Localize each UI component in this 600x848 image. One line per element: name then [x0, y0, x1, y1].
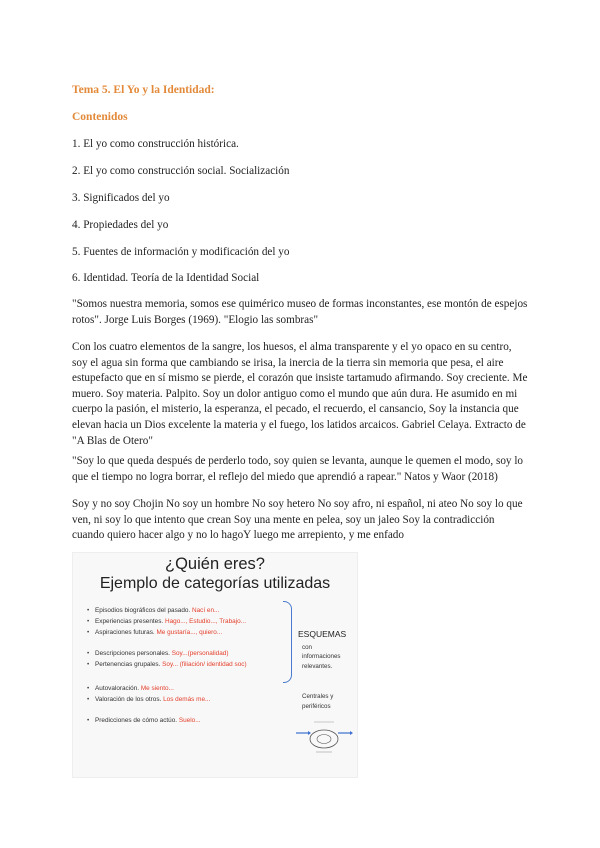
slide-subtitle: Ejemplo de categorías utilizadas	[99, 575, 331, 592]
contents-item: 3. Significados del yo	[72, 192, 170, 204]
slide-image	[72, 552, 358, 778]
category-item: • Descripciones personales. Soy...(personalidad)	[87, 650, 229, 657]
esquemas-note: periféricos	[302, 703, 331, 710]
category-item: • Valoración de los otros. Los demás me...	[87, 696, 211, 703]
category-item: • Aspiraciones futuras. Me gustaría..., quiero...	[87, 629, 223, 636]
category-item: • Experiencias presentes. Hago..., Estudio..., Trabajo...	[87, 618, 246, 625]
quote-celaya: Con los cuatro elementos de la sangre, los huesos, el alma transparente y el yo opaco en su centro, soy el agua sin forma que cambiando se irisa, la inercia de la tierra sin memoria que pesa, el aire estupefacto que en sí mismo se pierde, el corazón que insiste tartamudo afirmando. Soy creciente. Me muero. Soy materia. Palpito. Soy un dolor antiguo como el mundo que aún dura. He asumido en mi cuerpo la pasión, el misterio, la esperanza, el pecado, el recuerdo, el cansancio, Soy la instancia que elevan hacia un Dios excelente la materia y el fuego, los latidos arcaicos. Gabriel Celaya. Extracto de "A Blas de Otero"	[72, 341, 528, 447]
topic-title: Tema 5. El Yo y la Identidad:	[72, 84, 215, 96]
contents-item: 4. Propiedades del yo	[72, 219, 169, 231]
category-item: • Autovaloración. Me siento...	[87, 685, 174, 692]
esquemas-note: relevantes.	[302, 663, 333, 670]
category-item: • Episodios biográficos del pasado. Nací en...	[87, 607, 220, 614]
category-item: • Predicciones de cómo actúo. Suelo...	[87, 717, 201, 724]
esquemas-note: Centrales y	[302, 693, 334, 700]
contents-item: 6. Identidad. Teoría de la Identidad Social	[72, 272, 260, 284]
slide-title: ¿Quién eres?	[165, 555, 265, 573]
category-item: • Pertenencias grupales. Soy... (filiación/ identidad soc)	[87, 661, 247, 668]
esquemas-note: con	[302, 644, 312, 651]
schema-diagram-icon	[294, 717, 354, 757]
grouping-brace	[283, 601, 292, 683]
esquemas-label: ESQUEMAS	[298, 629, 347, 639]
quote-chojin: Soy y no soy Chojin No soy un hombre No soy hetero No soy afro, ni español, ni ateo No soy lo que ven, ni soy lo que intento que crean Soy una mente en pelea, soy un jaleo Soy la contradicción cuando quiero hacer algo y no lo hagoY luego me arrepiento, y me enfado	[72, 498, 523, 542]
esquemas-note: informaciones	[302, 653, 341, 660]
quote-natos-waor: "Soy lo que queda después de perderlo todo, soy quien se levanta, aunque le quemen el modo, soy lo que el tiempo no logra borrar, el reflejo del miedo que aprendió a rapear." Natos y Waor (2018)	[72, 455, 524, 483]
contents-heading: Contenidos	[72, 111, 128, 123]
quote-borges: "Somos nuestra memoria, somos ese quimérico museo de formas inconstantes, ese montón de espejos rotos". Jorge Luis Borges (1969). "Elogio las sombras"	[72, 298, 528, 326]
contents-item: 5. Fuentes de información y modificación del yo	[72, 246, 290, 258]
contents-item: 2. El yo como construcción social. Socialización	[72, 165, 290, 177]
contents-item: 1. El yo como construcción histórica.	[72, 138, 239, 150]
